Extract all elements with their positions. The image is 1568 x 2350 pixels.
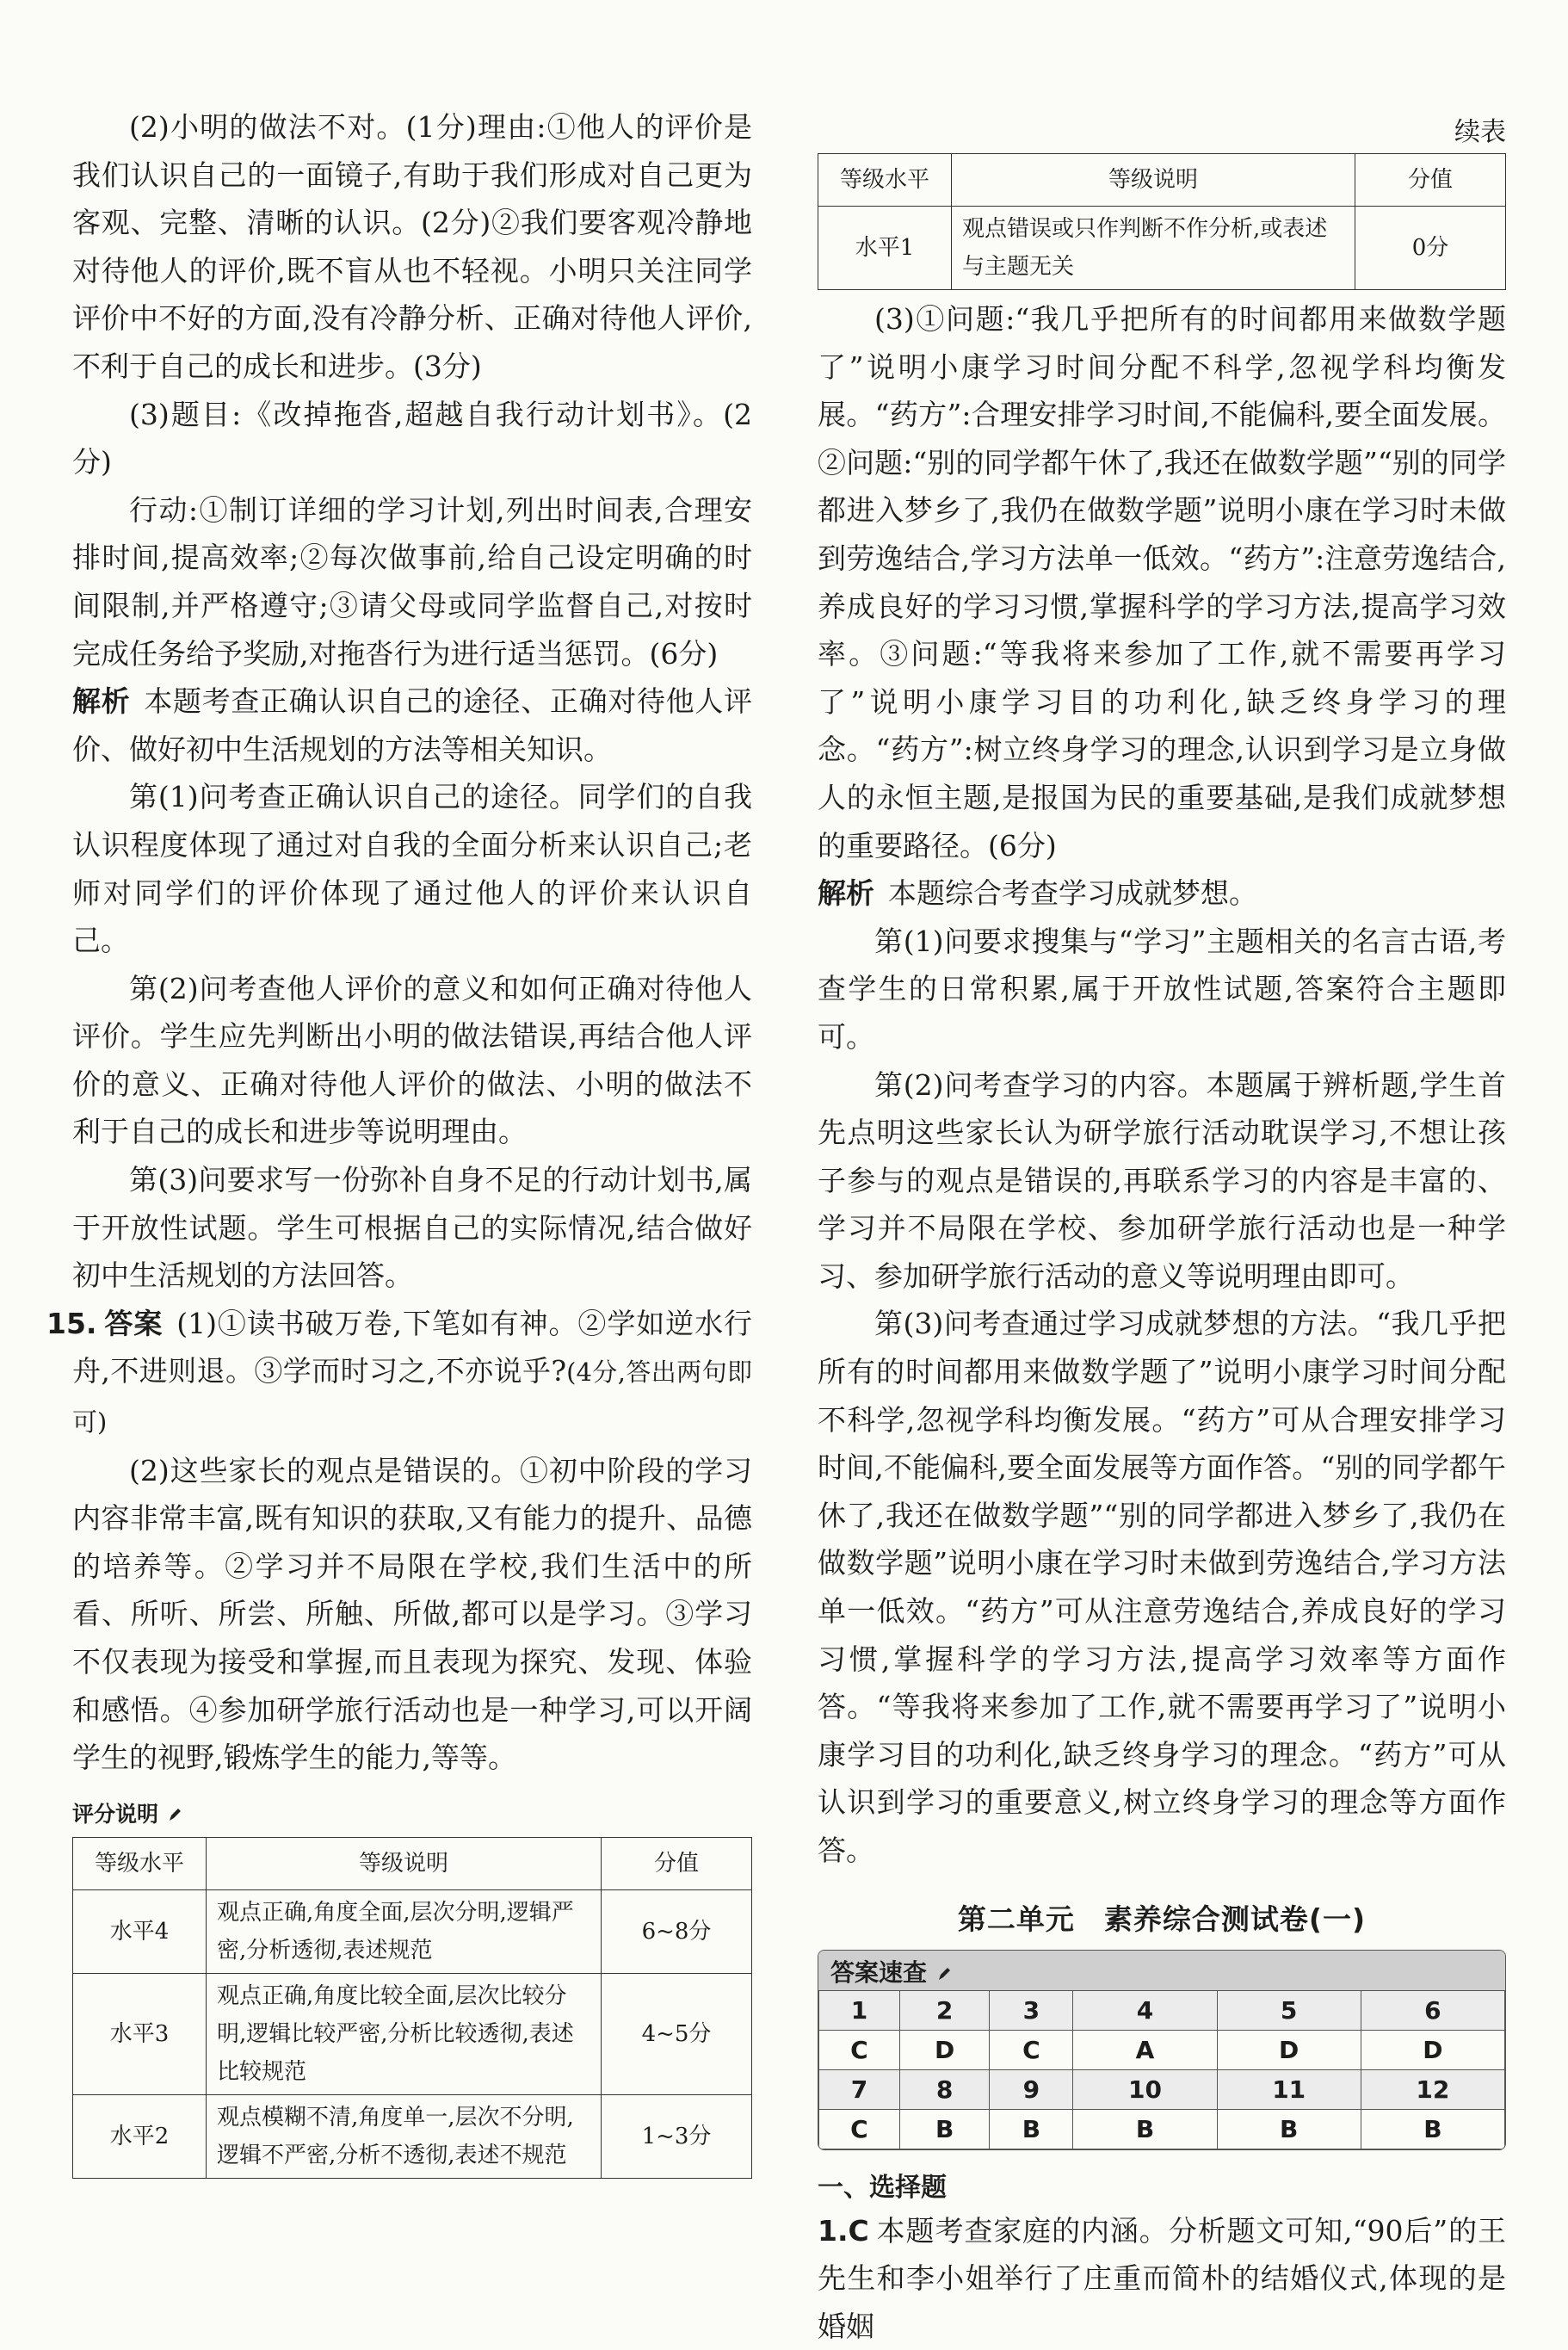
right-column bbox=[818, 153, 1506, 2350]
q-answer: B bbox=[1361, 2109, 1504, 2149]
q-number: 11 bbox=[1217, 2069, 1361, 2109]
continued-label: 续表 bbox=[1454, 117, 1506, 147]
score-cell: 6~8分 bbox=[602, 1889, 752, 1973]
analysis-q1: 第(1)问要求搜集与“学习”主题相关的名言古语,考查学生的日常积累,属于开放性试题,答案符合主题即可。 bbox=[818, 924, 1506, 1054]
pencil-icon bbox=[166, 1806, 183, 1823]
q-answer: B bbox=[899, 2109, 990, 2149]
scoring-title-text: 评分说明 bbox=[72, 1801, 159, 1827]
q-answer: B bbox=[1217, 2109, 1361, 2149]
answer-header-text: 答案速查 bbox=[830, 1957, 928, 1987]
scoring-table-continued bbox=[818, 153, 1506, 290]
q-answer: B bbox=[990, 2109, 1073, 2149]
q-number: 6 bbox=[1361, 1990, 1504, 2030]
q15-part-1-text: (1)①读书破万卷,下笔如有神。②学如逆水行舟,不进则退。③学而时习之,不亦说乎? bbox=[72, 1306, 753, 1388]
q-number: 1 bbox=[819, 1990, 900, 2030]
analysis-label: 解析 bbox=[818, 876, 874, 911]
answer-part-3-title: (3)题目:《改掉拖沓,超越自我行动计划书》。(2分) bbox=[72, 397, 752, 479]
q-number: 8 bbox=[899, 2069, 990, 2109]
answer-table bbox=[818, 1990, 1505, 2149]
analysis-q3: 第(3)问要求写一份弥补自身不足的行动计划书,属于开放性试题。学生可根据自己的实际情况,结合做好初中生活规划的方法回答。 bbox=[72, 1163, 752, 1293]
desc-cell: 观点模糊不清,角度单一,层次不分明,逻辑不严密,分析不透彻,表述不规范 bbox=[207, 2094, 602, 2178]
analysis-paragraph bbox=[72, 677, 752, 773]
analysis-paragraph bbox=[818, 869, 1506, 918]
scoring-title bbox=[72, 1797, 752, 1828]
score-cell: 1~3分 bbox=[602, 2094, 752, 2178]
q15-answer-label: 答案 bbox=[103, 1306, 164, 1340]
q-number: 4 bbox=[1073, 1990, 1217, 2030]
answer-quick-check bbox=[818, 1950, 1506, 2150]
table-header-row bbox=[73, 1837, 752, 1889]
q-answer: D bbox=[899, 2030, 990, 2069]
desc-cell: 观点正确,角度全面,层次分明,逻辑严密,分析透彻,表述规范 bbox=[207, 1889, 602, 1973]
level-cell: 水平4 bbox=[73, 1889, 207, 1973]
score-cell: 0分 bbox=[1355, 207, 1506, 290]
answer-letter-row bbox=[819, 2109, 1505, 2149]
answer-quick-check-header bbox=[818, 1951, 1505, 1990]
q-number: 10 bbox=[1073, 2069, 1217, 2109]
q1-text: 本题考查家庭的内涵。分析题文可知,“90后”的王先生和李小姐举行了庄重而简朴的结婚仪式,体现的是婚姻 bbox=[818, 2213, 1506, 2343]
q15-answer-part-1 bbox=[46, 1300, 753, 1447]
q1-explanation bbox=[818, 2207, 1506, 2350]
score-cell: 4~5分 bbox=[602, 1973, 752, 2094]
table-row bbox=[73, 2094, 752, 2178]
table-row bbox=[73, 1889, 752, 1973]
scoring-table bbox=[72, 1837, 752, 2179]
q-answer: C bbox=[990, 2030, 1073, 2069]
header-desc: 等级说明 bbox=[952, 154, 1355, 207]
q-answer: B bbox=[1073, 2109, 1217, 2149]
q15-answer-part-2: (2)这些家长的观点是错误的。①初中阶段的学习内容非常丰富,既有知识的获取,又有能力的提升、品德的培养等。②学习并不局限在学校,我们生活中的所看、所听、所尝、所触、所做,都可以是学习。③学习不仅表现为接受和掌握,而且表现为探究、发现、体验和感悟。④参加研学旅行活动也是一种学习,可以开阔学生的视野,锻炼学生的能力,等等。 bbox=[72, 1453, 752, 1775]
q-number: 3 bbox=[990, 1990, 1073, 2030]
q-answer: C bbox=[819, 2030, 900, 2069]
q-answer: A bbox=[1073, 2030, 1217, 2069]
analysis-q2: 第(2)问考查他人评价的意义和如何正确对待他人评价。学生应先判断出小明的做法错误,再结合他人评价的意义、正确对待他人评价的做法、小明的做法不利于自己的成长和进步等说明理由。 bbox=[72, 971, 752, 1149]
answer-part-2: (2)小明的做法不对。(1分)理由:①他人的评价是我们认识自己的一面镜子,有助于我们形成对自己更为客观、完整、清晰的认识。(2分)②我们要客观冷静地对待他人的评价,既不盲从也不轻视。小明只关注同学评价中不好的方面,没有冷静分析、正确对待他人评价,不利于自己的成长和进步。(3分) bbox=[72, 110, 752, 383]
q-answer: D bbox=[1217, 2030, 1361, 2069]
analysis-text: 本题考查正确认识自己的途径、正确对待他人评价、做好初中生活规划的方法等相关知识。 bbox=[72, 684, 753, 766]
analysis-label: 解析 bbox=[72, 684, 131, 719]
analysis-q3: 第(3)问考查通过学习成就梦想的方法。“我几乎把所有的时间都用来做数学题了”说明小康学习时间分配不科学,忽视学科均衡发展。“药方”可从合理安排学习时间,不能偏科,要全面发展等方面作答。“别的同学都午休了,我还在做数学题”“别的同学都进入梦乡了,我仍在做数学题”说明小康在学习时未做到劳逸结合,学习方法单一低效。“药方”可从注意劳逸结合,养成良好的学习习惯,掌握科学的学习方法,提高学习效率等方面作答。“等我将来参加了工作,就不需要再学习了”说明小康学习目的功利化,缺乏终身学习的理念。“药方”可从认识到学习的重要意义,树立终身学习的理念等方面作答。 bbox=[818, 1307, 1506, 1867]
answer-part-3-action: 行动:①制订详细的学习计划,列出时间表,合理安排时间,提高效率;②每次做事前,给自己设定明确的时间限制,并严格遵守;③请父母或同学监督自己,对按时完成任务给予奖励,对拖沓行为进行适当惩罚。(6分) bbox=[72, 492, 752, 671]
answer-number-row bbox=[819, 1990, 1505, 2030]
header-desc: 等级说明 bbox=[207, 1837, 602, 1889]
header-level: 等级水平 bbox=[73, 1837, 207, 1889]
table-row bbox=[73, 1973, 752, 2094]
q-number: 2 bbox=[899, 1990, 990, 2030]
unit-title: 第二单元 素养综合测试卷(一) bbox=[957, 1902, 1367, 1936]
header-level: 等级水平 bbox=[818, 154, 952, 207]
answer-letter-row bbox=[819, 2030, 1505, 2069]
q-number: 7 bbox=[819, 2069, 900, 2109]
q-answer: D bbox=[1361, 2030, 1504, 2069]
header-score: 分值 bbox=[1355, 154, 1506, 207]
level-cell: 水平2 bbox=[73, 2094, 207, 2178]
answer-number-row bbox=[819, 2069, 1505, 2109]
q-number: 5 bbox=[1217, 1990, 1361, 2030]
table-row bbox=[818, 207, 1506, 290]
desc-cell: 观点正确,角度比较全面,层次比较分明,逻辑比较严密,分析比较透彻,表述比较规范 bbox=[207, 1973, 602, 2094]
q15-part-1-note: (4分,答出两句即可) bbox=[72, 1357, 753, 1438]
q15-number: 15. bbox=[46, 1306, 97, 1340]
analysis-q2: 第(2)问考查学习的内容。本题属于辨析题,学生首先点明这些家长认为研学旅行活动耽误学习,不想让孩子参与的观点是错误的,再联系学习的内容是丰富的、学习并不局限在学校、参加研学旅行活动也是一种学习、参加研学旅行活动的意义等说明理由即可。 bbox=[818, 1067, 1506, 1293]
q-number: 12 bbox=[1361, 2069, 1504, 2109]
header-score: 分值 bbox=[602, 1837, 752, 1889]
pencil-icon bbox=[935, 1965, 953, 1982]
q15-answer-part-3: (3)①问题:“我几乎把所有的时间都用来做数学题了”说明小康学习时间分配不科学,忽视学科均衡发展。“药方”:合理安排学习时间,不能偏科,要全面发展。②问题:“别的同学都午休了,我还在做数学题”“别的同学都进入梦乡了,我仍在做数学题”说明小康在学习时未做到劳逸结合,学习方法单一低效。“药方”:注意劳逸结合,养成良好的学习习惯,掌握科学的学习方法,提高学习效率。③问题:“等我将来参加了工作,就不需要再学习了”说明小康学习目的功利化,缺乏终身学习的理念。“药方”:树立终身学习的理念,认识到学习是立身做人的永恒主题,是报国为民的重要基础,是我们成就梦想的重要路径。(6分) bbox=[818, 302, 1506, 863]
q1-number: 1.C bbox=[818, 2213, 869, 2248]
section-heading: 一、选择题 bbox=[818, 2172, 947, 2203]
analysis-q1: 第(1)问考查正确认识自己的途径。同学们的自我认识程度体现了通过对自我的全面分析来认识自己;老师对同学们的评价体现了通过他人的评价来认识自己。 bbox=[72, 780, 752, 958]
table-header-row bbox=[818, 154, 1506, 207]
level-cell: 水平3 bbox=[73, 1973, 207, 2094]
q-answer: C bbox=[819, 2109, 900, 2149]
desc-cell: 观点错误或只作判断不作分析,或表述与主题无关 bbox=[952, 207, 1355, 290]
q-number: 9 bbox=[990, 2069, 1073, 2109]
analysis-text: 本题综合考查学习成就梦想。 bbox=[888, 876, 1257, 911]
left-column bbox=[46, 103, 753, 2179]
level-cell: 水平1 bbox=[818, 207, 952, 290]
